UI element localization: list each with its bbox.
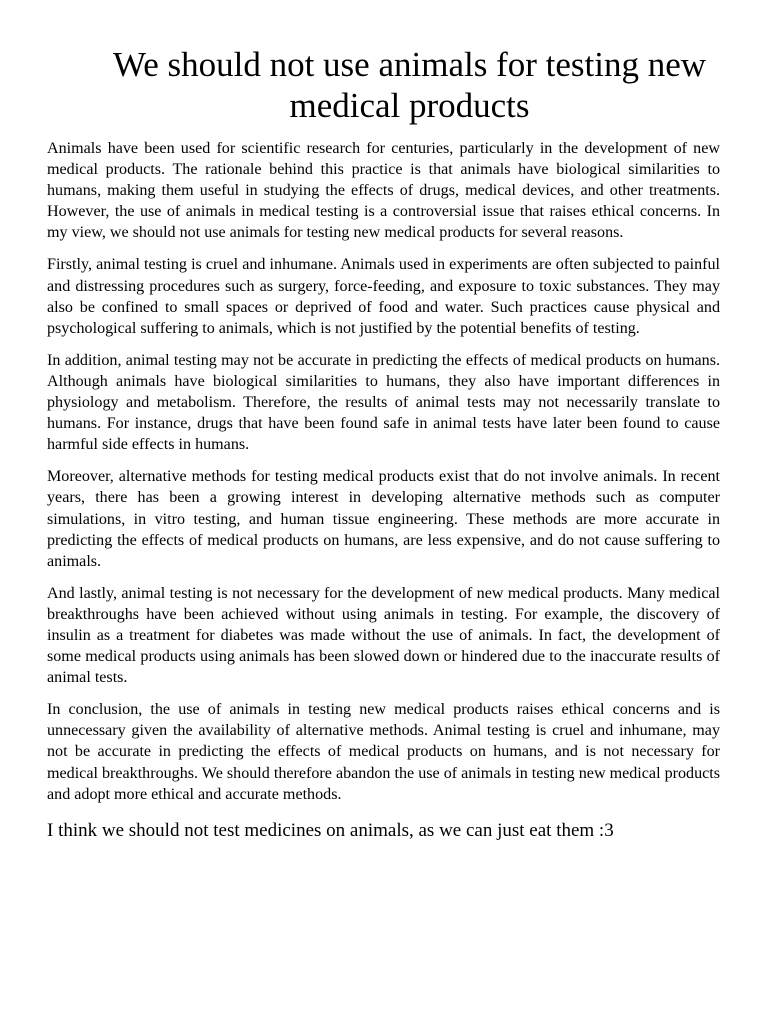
paragraph-cruelty: Firstly, animal testing is cruel and inhumane. Animals used in experiments are often subjected to painful and distressing procedures such as surgery, force-feeding, and exposure to toxic substances. They may also be confined to small spaces or deprived of food and water. Such practices cause physical and psychological suffering to animals, which is not justified by the potential benefits of testing. [47, 256, 720, 337]
paragraph-introduction: Animals have been used for scientific research for centuries, particularly in the development of new medical products. The rationale behind this practice is that animals have biological similarities to humans, making them useful in studying the effects of drugs, medical devices, and other treatments. However, the use of animals in medical testing is a controversial issue that raises ethical concerns. In my view, we should not use animals for testing new medical products for several reasons. [47, 140, 720, 242]
closing-remark: I think we should not test medicines on animals, as we can just eat them :3 [47, 819, 614, 841]
paragraph-alternatives: Moreover, alternative methods for testing medical products exist that do not involve animals. In recent years, there has been a growing interest in developing alternative methods such as computer simulations, in vitro testing, and human tissue engineering. These methods are more accurate in predicting the effects of medical products on humans, are less expensive, and do not cause suffering to animals. [47, 468, 720, 570]
paragraph-necessity: And lastly, animal testing is not necessary for the development of new medical products. Many medical breakthroughs have been achieved without using animals in testing. For example, the discovery of insulin as a treatment for diabetes was made without the use of animals. In fact, the development of some medical products using animals has been slowed down or hindered due to the inaccurate results of animal tests. [47, 584, 720, 687]
document-title: We should not use animals for testing new medical products [112, 45, 707, 125]
paragraph-accuracy: In addition, animal testing may not be accurate in predicting the effects of medical products on humans. Although animals have biological similarities to humans, they also have important differences in physiology and metabolism. Therefore, the results of animal tests may not necessarily translate to humans. For instance, drugs that have been found safe in animal tests have later been found to cause harmful side effects in humans. [47, 351, 720, 454]
paragraph-conclusion: In conclusion, the use of animals in testing new medical products raises ethical concerns and is unnecessary given the availability of alternative methods. Animal testing is cruel and inhumane, may not be accurate in predicting the effects of medical products on humans, and is not necessary for medical breakthroughs. We should therefore abandon the use of animals in testing new medical products and adopt more ethical and accurate methods. [47, 701, 720, 803]
